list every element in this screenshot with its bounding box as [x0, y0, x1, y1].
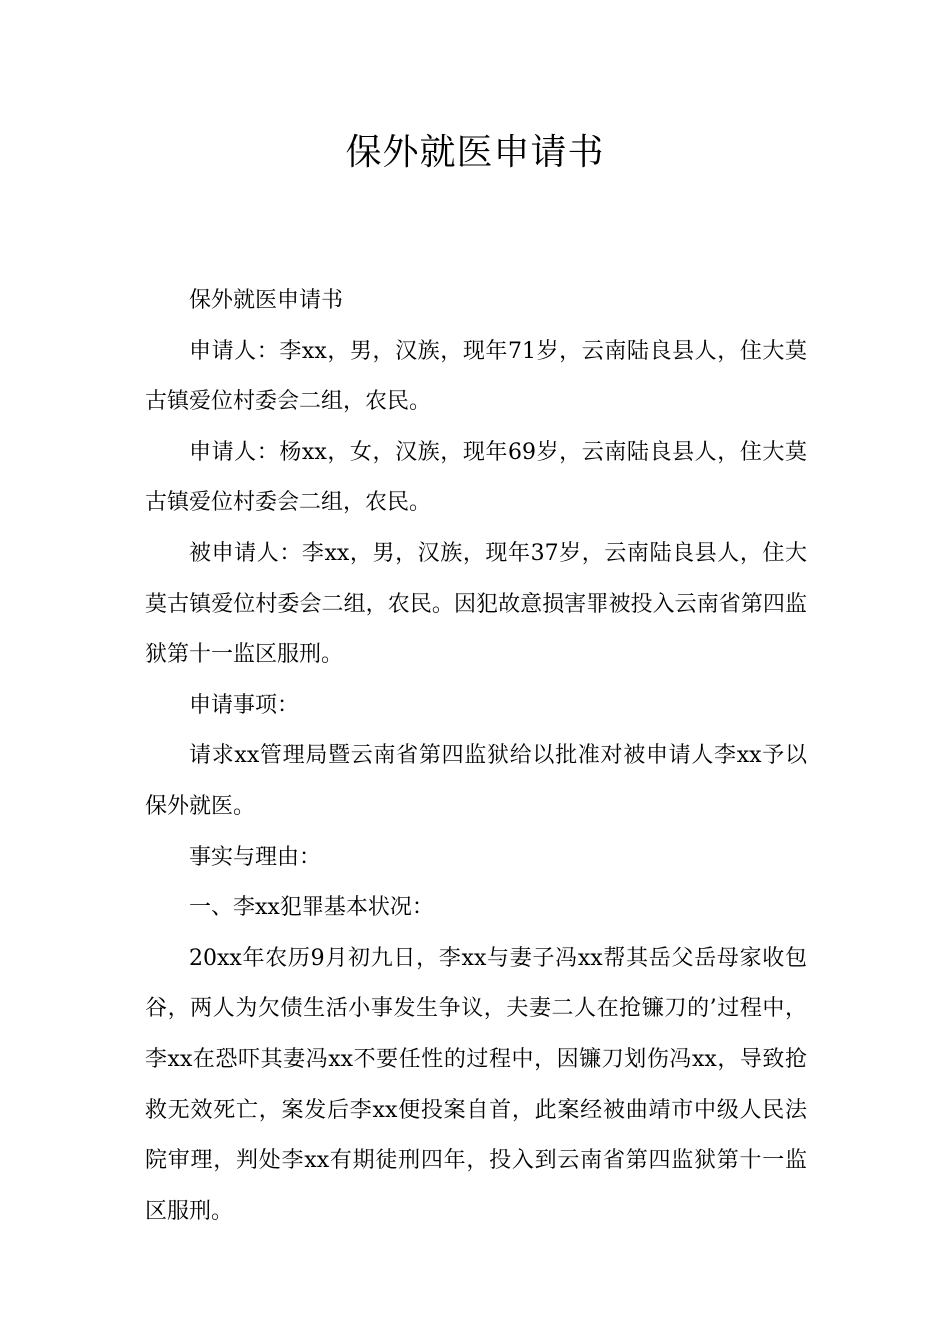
- paragraph-crime-details: 20xx年农历9月初九日，李xx与妻子冯xx帮其岳父岳母家收包谷，两人为欠债生活小事发生争议，夫妻二人在抢镰刀的’过程中，李xx在恐吓其妻冯xx不要任性的过程中，因镰刀划伤冯xx，导致抢救无效死亡，案发后李xx便投案自首，此案经被曲靖市中级人民法院审理，判处李xx有期徒刑四年，投入到云南省第四监狱第十一监区服刑。: [145, 945, 807, 1224]
- paragraph-facts-heading: 事实与理由：: [189, 844, 322, 870]
- paragraph-request: 请求xx管理局暨云南省第四监狱给以批准对被申请人李xx予以保外就医。: [145, 743, 807, 819]
- paragraph-respondent: 被申请人：李xx，男，汉族，现年37岁，云南陆良县人，住大莫古镇爱位村委会二组，农民。因犯故意损害罪被投入云南省第四监狱第十一监区服刑。: [145, 540, 807, 668]
- paragraph-request-heading: 申请事项：: [189, 692, 300, 718]
- document-title: 保外就医申请书: [345, 132, 605, 173]
- paragraph-heading: 保外就医申请书: [189, 288, 344, 313]
- document-body: [145, 276, 807, 1237]
- paragraph-applicant-2: 申请人：杨xx，女，汉族，现年69岁，云南陆良县人，住大莫古镇爱位村委会二组，农民。: [145, 439, 807, 516]
- paragraph-section-one-heading: 一、李xx犯罪基本状况：: [189, 895, 434, 921]
- paragraph-applicant-1: 申请人：李xx，男，汉族，现年71岁，云南陆良县人，住大莫古镇爱位村委会二组，农民。: [145, 338, 807, 415]
